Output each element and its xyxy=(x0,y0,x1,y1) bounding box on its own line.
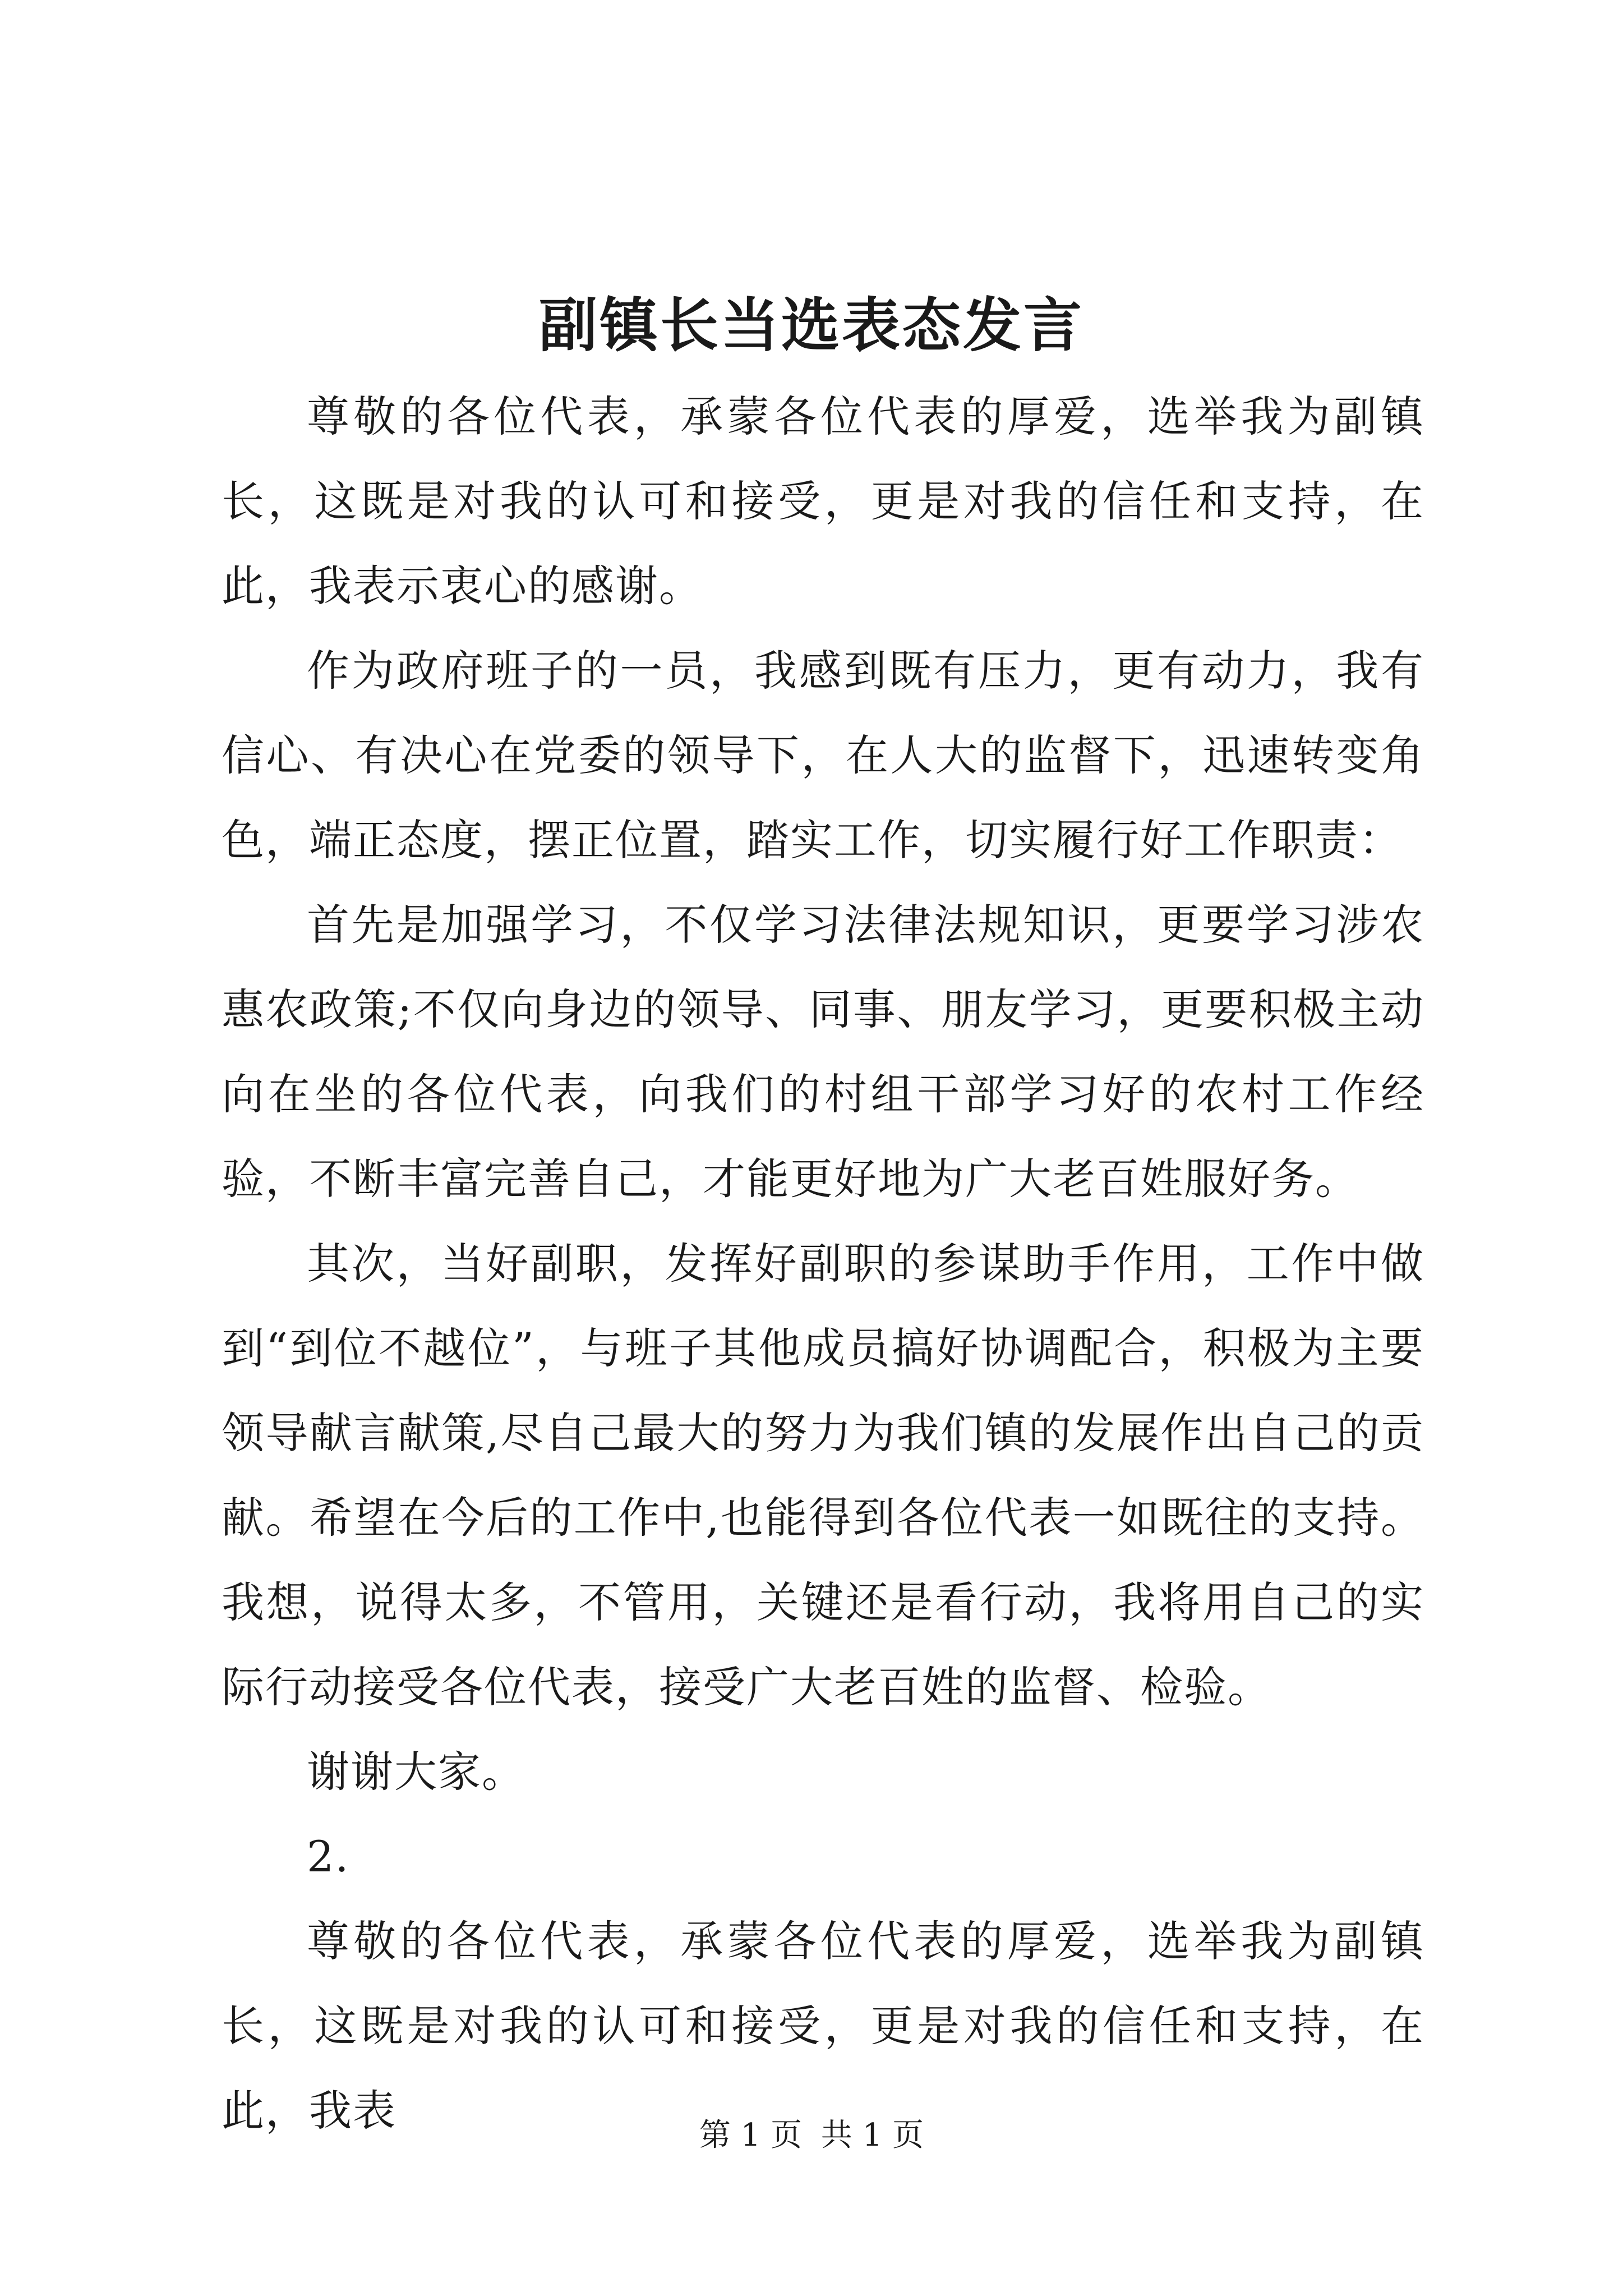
document-body xyxy=(222,374,1424,2153)
paragraph-6: 2. xyxy=(307,1832,350,1881)
paragraph-5: 谢谢大家。 xyxy=(307,1747,525,1797)
paragraph-1: 尊敬的各位代表，承蒙各位代表的厚爱，选举我为副镇长，这既是对我的认可和接受，更是对我的信任和支持，在此，我表示衷心的感谢。 xyxy=(222,392,1424,611)
page-footer xyxy=(0,2113,1623,2158)
paragraph-4: 其次，当好副职，发挥好副职的参谋助手作用，工作中做到“到位不越位”，与班子其他成员搞好协调配合，积极为主要领导献言献策,尽自己最大的努力为我们镇的发展作出自己的贡献。希望在今后的工作中,也能得到各位代表一如既往的支持。我想，说得太多，不管用，关键还是看行动，我将用自己的实际行动接受各位代表，接受广大老百姓的监督、检验。 xyxy=(222,1239,1424,1712)
paragraph-3: 首先是加强学习，不仅学习法律法规知识，更要学习涉农惠农政策;不仅向身边的领导、同事、朋友学习，更要积极主动向在坐的各位代表，向我们的村组干部学习好的农村工作经验，不断丰富完善自己，才能更好地为广大老百姓服好务。 xyxy=(222,900,1424,1204)
page-total: 共 1 页 xyxy=(820,2117,924,2154)
page-number: 第 1 页 xyxy=(699,2117,803,2154)
paragraph-7: 尊敬的各位代表，承蒙各位代表的厚爱，选举我为副镇长，这既是对我的认可和接受，更是对我的信任和支持，在此，我表 xyxy=(222,1916,1424,2136)
paragraph-2: 作为政府班子的一员，我感到既有压力，更有动力，我有信心、有决心在党委的领导下，在人大的监督下，迅速转变角色，端正态度，摆正位置，踏实工作，切实履行好工作职责： xyxy=(222,646,1424,865)
document-title: 副镇长当选表态发言 xyxy=(538,291,1084,360)
